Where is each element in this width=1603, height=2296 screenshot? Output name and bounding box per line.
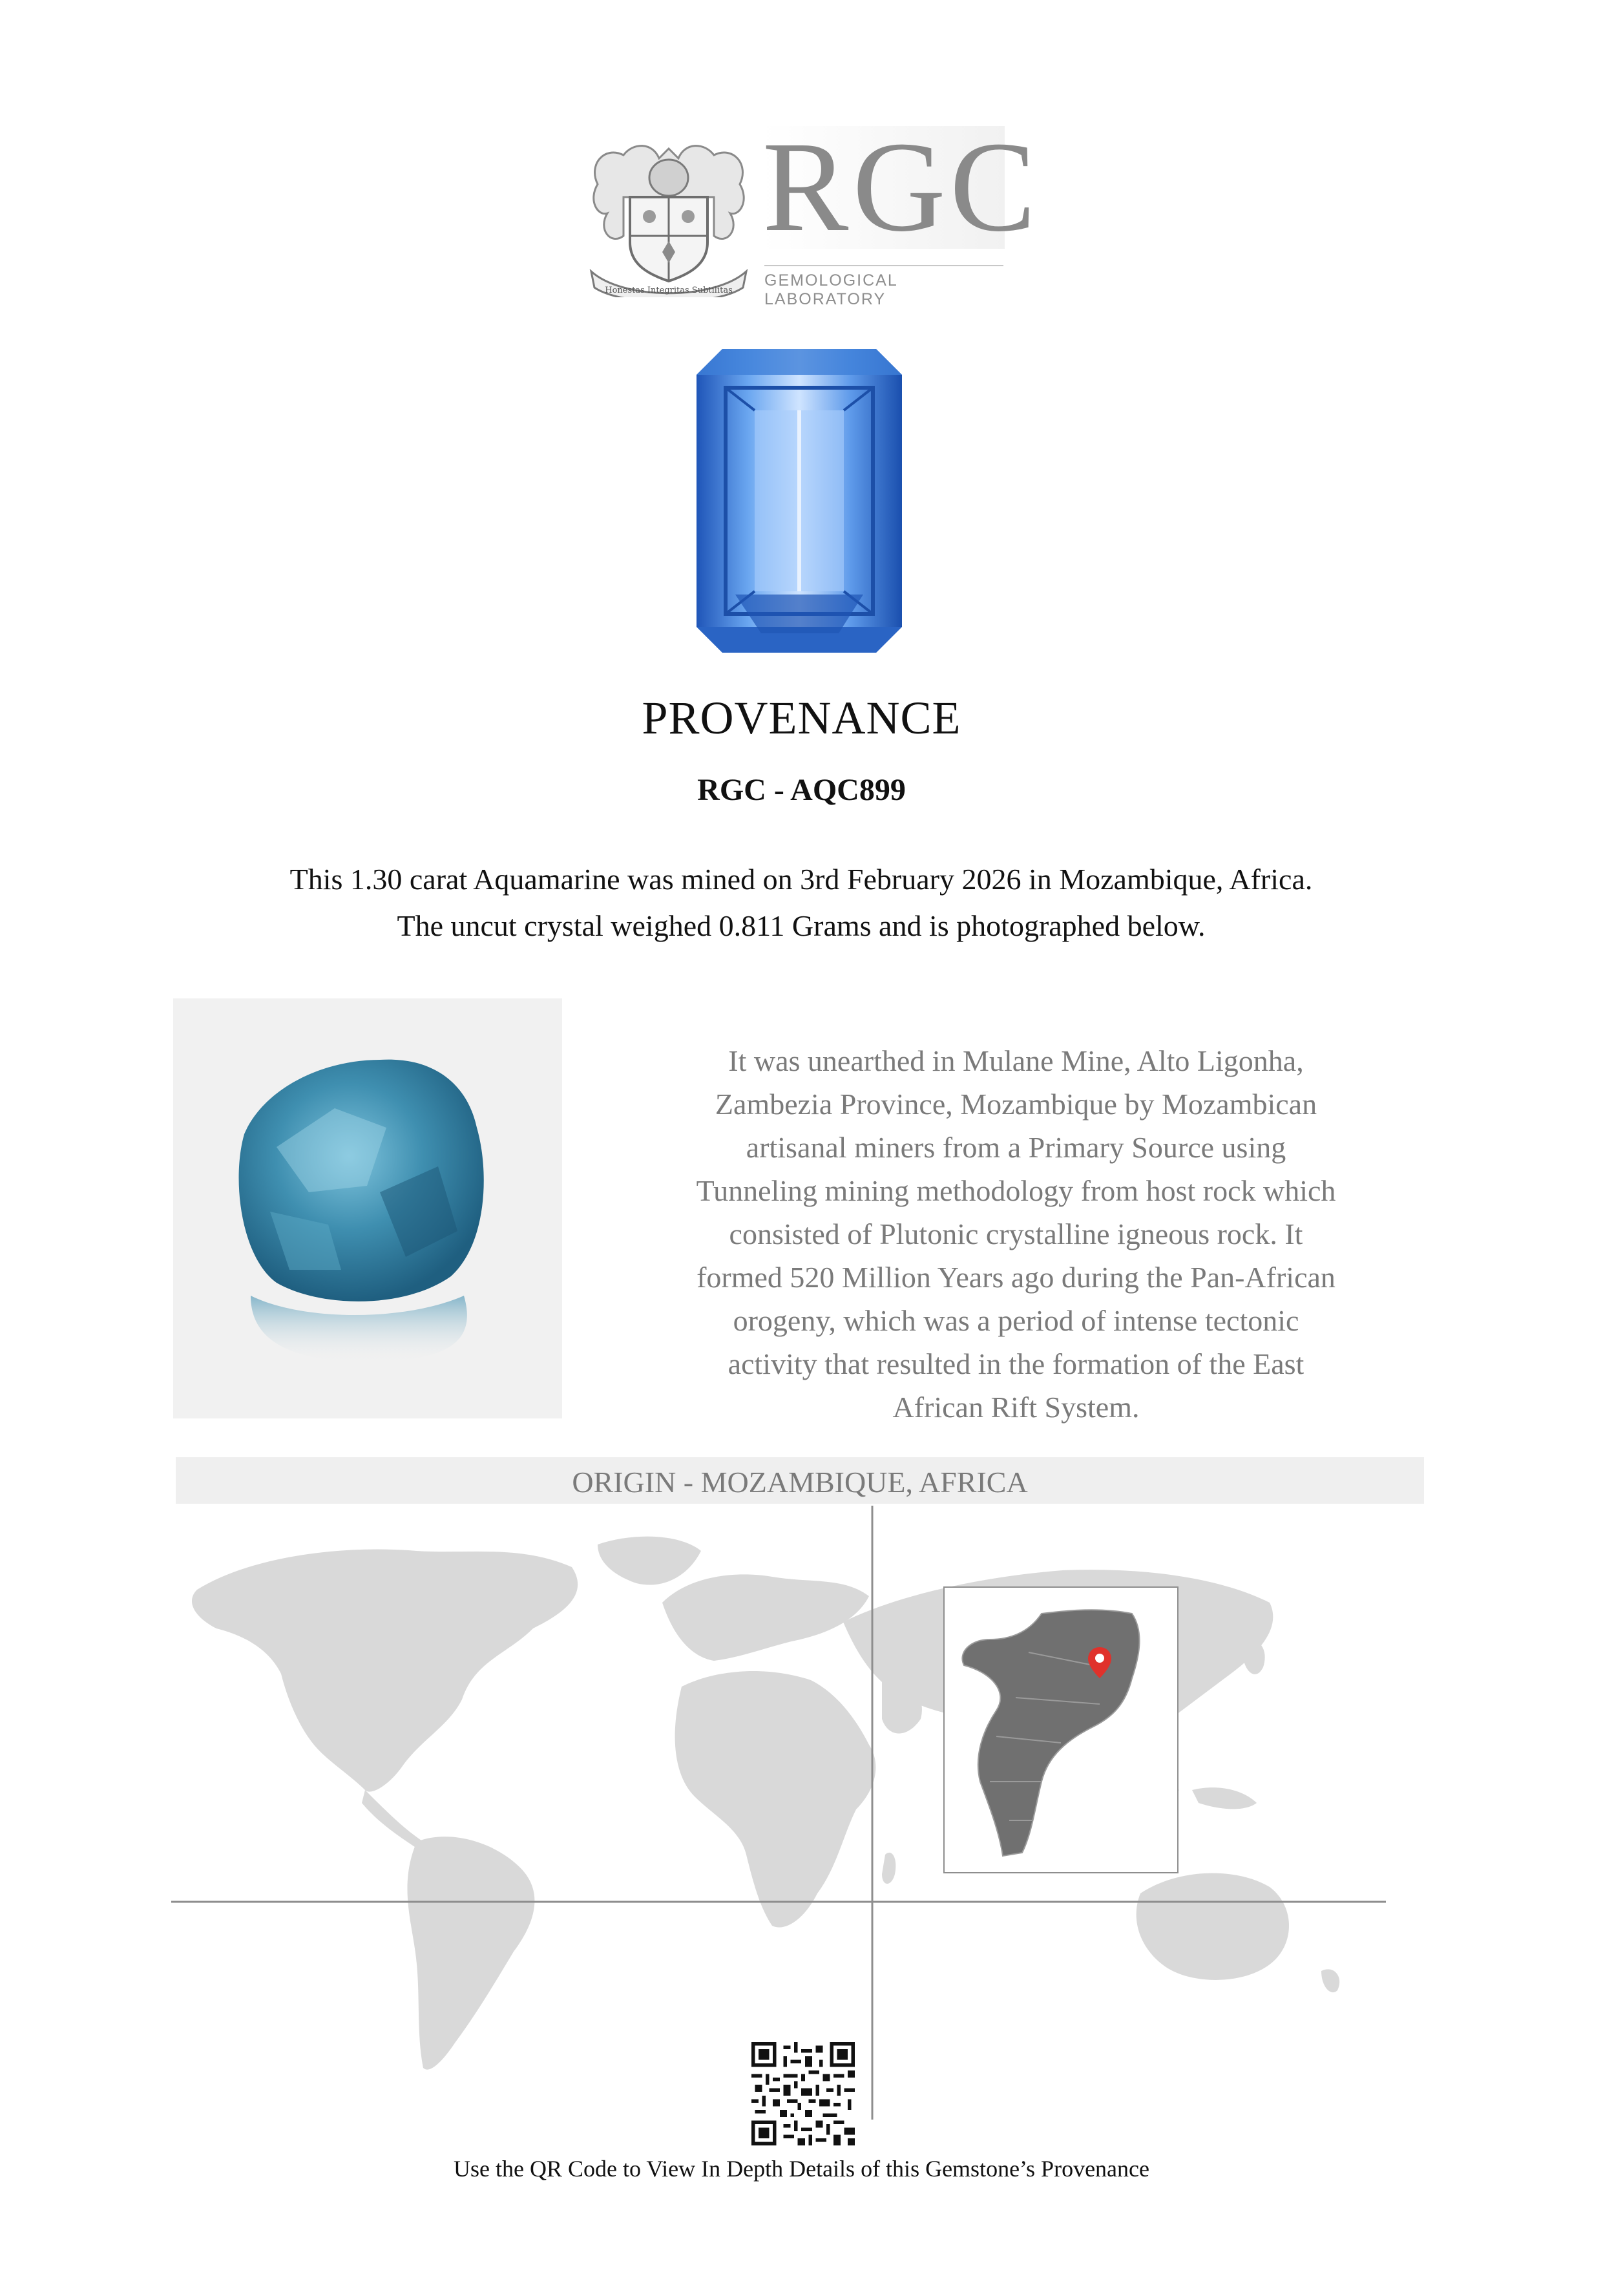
emerald-cut-aquamarine-image bbox=[697, 349, 902, 653]
summary-text bbox=[155, 856, 1447, 949]
description-line: Tunneling mining methodology from host rock which bbox=[696, 1174, 1336, 1207]
rough-crystal-photo bbox=[173, 998, 562, 1418]
location-pin-icon bbox=[1087, 1646, 1113, 1680]
description-line: orogeny, which was a period of intense tectonic bbox=[733, 1304, 1299, 1337]
qr-code-icon[interactable] bbox=[751, 2042, 855, 2145]
svg-text:Honestas Integritas Subtilitas: Honestas Integritas Subtilitas bbox=[605, 286, 733, 295]
description-line: formed 520 Million Years ago during the Pan-African bbox=[697, 1261, 1336, 1294]
logo-letters: RGC bbox=[762, 116, 1040, 258]
qr-caption: Use the QR Code to View In Depth Details of this Gemstone’s Provenance bbox=[454, 2156, 1149, 2182]
provenance-description bbox=[659, 1039, 1373, 1429]
mozambique-map-icon bbox=[945, 1588, 1177, 1872]
world-map-icon bbox=[171, 1506, 1399, 2120]
page-title: PROVENANCE bbox=[642, 692, 961, 744]
summary-line-1: This 1.30 carat Aquamarine was mined on 3rd February 2026 in Mozambique, Africa. bbox=[289, 863, 1313, 896]
rgc-logo bbox=[585, 116, 1040, 308]
description-line: It was unearthed in Mulane Mine, Alto Ligonha, bbox=[728, 1044, 1304, 1077]
description-line: consisted of Plutonic crystalline igneous rock. It bbox=[729, 1217, 1303, 1250]
mozambique-inset-map bbox=[943, 1586, 1179, 1873]
origin-banner bbox=[176, 1457, 1424, 1504]
description-line: activity that resulted in the formation of the East bbox=[728, 1347, 1304, 1380]
description-line: Zambezia Province, Mozambique by Mozambican bbox=[715, 1088, 1317, 1121]
rough-aquamarine-crystal-image bbox=[173, 998, 562, 1418]
heraldic-crest-icon bbox=[585, 139, 753, 297]
origin-label: ORIGIN - MOZAMBIQUE, AFRICA bbox=[572, 1466, 1028, 1499]
summary-line-2: The uncut crystal weighed 0.811 Grams and is photographed below. bbox=[397, 909, 1206, 942]
description-line: African Rift System. bbox=[892, 1391, 1140, 1424]
description-line: artisanal miners from a Primary Source using bbox=[746, 1131, 1286, 1164]
report-id: RGC - AQC899 bbox=[697, 773, 906, 807]
logo-subtitle: GEMOLOGICAL LABORATORY bbox=[764, 265, 1003, 297]
